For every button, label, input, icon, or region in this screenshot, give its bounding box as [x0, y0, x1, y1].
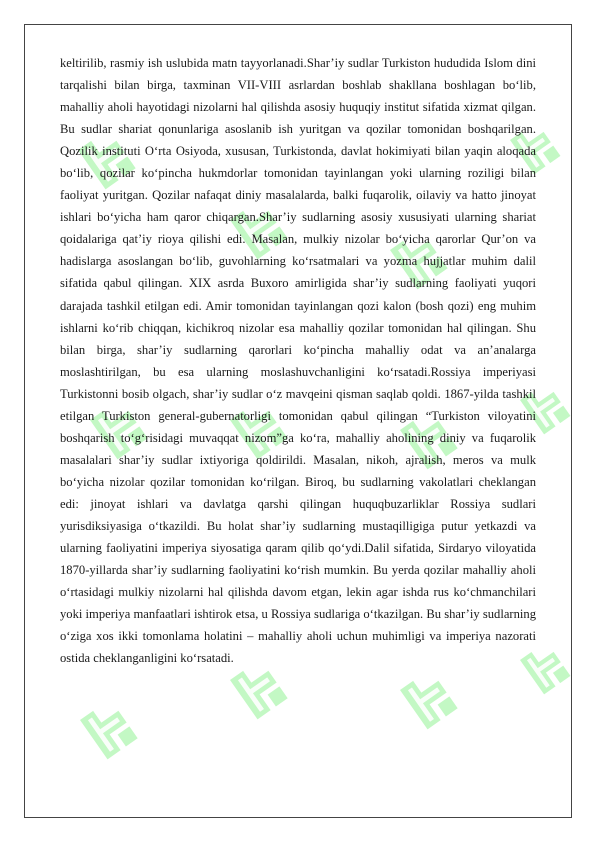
body-paragraph: keltirilib, rasmiy ish uslubida matn tayyorlanadi.Shar’iy sudlar Turkiston hududida Islom dini tarqalishi bilan birga, taxminan VII-VIII asrlardan boshlab shakllana boshlagan bo‘lib, mahalliy aholi hayotidagi nizolarni hal qilishda asosiy huquqiy institut sifatida xizmat qilgan. Bu sudlar shariat qonunlariga asoslanib ish yuritgan va qozilar tomonidan boshqarilgan. Qozilik instituti O‘rta Osiyoda, xususan, Turkistonda, davlat hokimiyati bilan yaqin aloqada bo‘lib, qozilar ko‘pincha hukmdorlar tomonidan tayinlangan yoki ularning roziligi bilan faoliyat yuritgan. Qozilar nafaqat diniy masalalarda, balki fuqarolik, oilaviy va hatto jinoyat ishlari bo‘yicha ham qaror chiqargan.Shar’iy sudlarning asosiy xususiyati ularning shariat qoidalariga qat’iy rioya qilishi edi. Masalan, mulkiy nizolar bo‘yicha qarorlar Qur’on va hadislarga asoslangan bo‘lib, guvohlarning ko‘rsatmalari va yozma hujjatlar muhim dalil sifatida qabul qilingan. XIX asrda Buxoro amirligida shar’iy sudlarning faoliyati yuqori darajada tashkil etilgan edi. Amir tomonidan tayinlangan qozi kalon (bosh qozi) eng muhim ishlarni ko‘rib chiqqan, kichikroq nizolar esa mahalliy qozilar tomonidan hal qilingan. Shu bilan birga, shar’iy sudlarning qarorlari ko‘pincha mahalliy odat va an’analarga moslashtirilgan, bu esa ularning moslashuvchanligini ko‘rsatadi.Rossiya imperiyasi Turkistonni bosib olgach, shar’iy sudlar o‘z mavqeini qisman saqlab qoldi. 1867-yilda tashkil etilgan Turkiston general-gubernatorligi tomonidan qabul qilingan “Turkiston viloyatini boshqarish to‘g‘risidagi muvaqqat nizom”ga ko‘ra, mahalliy aholining diniy va fuqarolik masalalari shar’iy sudlar ixtiyoriga qoldirildi. Masalan, nikoh, ajralish, meros va mulk bo‘yicha nizolar qozilar tomonidan ko‘rilgan. Biroq, bu sudlarning vakolatlari cheklangan edi: jinoyat ishlari va davlatga qarshi qilingan huquqbuzarliklar Rossiya sudlari yurisdiksiyasiga o‘tkazildi. Bu holat shar’iy sudlarning mustaqilligiga putur yetkazdi va ularning faoliyatini imperiya siyosatiga qaram qilib qo‘ydi.Dalil sifatida, Sirdaryo viloyatida 1870-yillarda shar’iy sudlarning faoliyatini ko‘rish mumkin. Bu yerda qozilar mahalliy aholi o‘rtasidagi mulkiy nizolarni hal qilishda davom etgan, lekin agar ishda rus ko‘chmanchilari yoki imperiya manfaatlari ishtirok etsa, u Rossiya sudlariga o‘tkazilgan. Bu shar’iy sudlarning o‘ziga xos ikki tomonlama holatini – mahalliy aholi uchun muhimligi va imperiya nazorati ostida cheklanganligini ko‘rsatadi.	[60, 56, 536, 666]
